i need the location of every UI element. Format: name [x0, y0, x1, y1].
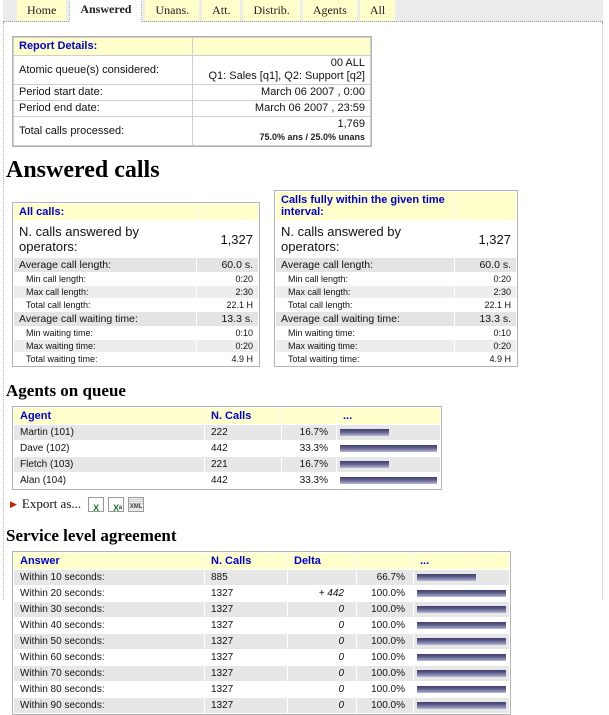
stat-row [14, 273, 258, 285]
sla-bar-cell [414, 634, 509, 649]
sla-bar-cell [414, 698, 509, 713]
stat-row [14, 221, 258, 257]
sla-calls: 1327 [205, 602, 287, 617]
sla-delta: + 442 [288, 586, 356, 601]
agents-col-calls: N. Calls [205, 408, 281, 424]
report-row-label: Period end date: [14, 101, 192, 116]
report-panel [3, 0, 603, 711]
sla-pct: 100.0% [357, 666, 413, 681]
tab-distrib[interactable]: Distrib. [243, 0, 299, 21]
stat-row-label: N. calls answered by operators: [14, 221, 196, 257]
sla-row [14, 682, 509, 697]
sla-bar [417, 654, 506, 661]
stat-row-value: 4.9 H [455, 353, 516, 365]
stat-row-label: N. calls answered by operators: [276, 221, 454, 257]
agent-name: Dave (102) [14, 441, 204, 456]
sla-col-calls: N. Calls [205, 553, 287, 569]
sla-row [14, 570, 509, 585]
sla-bar-cell [414, 570, 509, 585]
tab-att[interactable]: Att. [202, 0, 240, 21]
agents-header-row [14, 408, 440, 424]
agent-bar-cell [337, 425, 440, 440]
sla-bar [417, 574, 476, 581]
agent-name: Martin (101) [14, 425, 204, 440]
interval-calls-title: Calls fully within the given time interval: [276, 192, 454, 220]
sla-pct: 100.0% [357, 618, 413, 633]
report-row-value-main: March 06 2007 , 23:59 [254, 102, 365, 114]
sla-row [14, 634, 509, 649]
report-row [14, 117, 370, 145]
report-row [14, 101, 370, 116]
agent-row [14, 457, 440, 472]
sla-bar [417, 638, 506, 645]
sla-calls: 1327 [205, 698, 287, 713]
stat-row-value: 0:10 [197, 327, 258, 339]
stat-row [276, 299, 516, 311]
export-bullet-icon: ▶ [10, 498, 17, 509]
agent-bar-cell [337, 441, 440, 456]
sla-delta: 0 [288, 698, 356, 713]
report-row-value [193, 117, 371, 145]
sla-col-delta: Delta [288, 553, 356, 569]
sla-bar [417, 590, 506, 597]
export-row [10, 496, 602, 512]
stat-row-value: 13.3 s. [455, 312, 516, 326]
sla-row [14, 650, 509, 665]
sla-bar-cell [414, 650, 509, 665]
sla-row [14, 586, 509, 601]
sla-answer: Within 30 seconds: [14, 602, 204, 617]
all-calls-box [12, 202, 260, 367]
csv-icon-sub: a [118, 504, 123, 511]
report-row [14, 85, 370, 100]
sla-bar-cell [414, 666, 509, 681]
all-calls-title-spacer [197, 204, 258, 220]
export-icons [88, 497, 144, 512]
sla-answer: Within 90 seconds: [14, 698, 204, 713]
stat-row-value: 13.3 s. [197, 312, 258, 326]
xml-icon-glyph: XML [129, 503, 143, 510]
agent-bar [340, 477, 437, 484]
sla-pct: 100.0% [357, 586, 413, 601]
sla-bar [417, 702, 506, 709]
stat-row [276, 258, 516, 272]
sla-calls: 1327 [205, 682, 287, 697]
stat-row [276, 221, 516, 257]
stat-row-label: Max call length: [276, 286, 454, 298]
sla-pct: 100.0% [357, 602, 413, 617]
sla-answer: Within 40 seconds: [14, 618, 204, 633]
tab-bar [3, 0, 603, 22]
agent-bar-cell [337, 457, 440, 472]
tab-all[interactable]: All [360, 0, 395, 21]
sla-heading: Service level agreement [6, 526, 177, 545]
sla-answer: Within 80 seconds: [14, 682, 204, 697]
stat-row-value: 60.0 s. [455, 258, 516, 272]
stat-row-value: 22.1 H [197, 299, 258, 311]
stat-row [14, 327, 258, 339]
stat-row-value: 22.1 H [455, 299, 516, 311]
stat-row-label: Max call length: [14, 286, 196, 298]
export-label: Export as... [21, 496, 82, 511]
agents-col-bar: ... [337, 408, 440, 424]
stat-row [14, 299, 258, 311]
stat-row-label: Total waiting time: [276, 353, 454, 365]
tab-unans[interactable]: Unans. [145, 0, 199, 21]
sla-pct: 100.0% [357, 650, 413, 665]
sla-delta: 0 [288, 650, 356, 665]
stat-row-value: 0:20 [455, 340, 516, 352]
sla-table [12, 551, 511, 715]
stat-row-value: 2:30 [197, 286, 258, 298]
sla-calls: 1327 [205, 666, 287, 681]
report-row-value-main: March 06 2007 , 0:00 [261, 86, 365, 98]
sla-bar-cell [414, 586, 509, 601]
sla-answer: Within 60 seconds: [14, 650, 204, 665]
agent-row [14, 441, 440, 456]
sla-col-answer: Answer [14, 553, 204, 569]
sla-pct: 100.0% [357, 682, 413, 697]
stat-row-value: 0:20 [455, 273, 516, 285]
sla-answer: Within 50 seconds: [14, 634, 204, 649]
stat-row [276, 353, 516, 365]
answered-calls-heading: Answered calls [6, 157, 160, 183]
report-row-label: Total calls processed: [14, 117, 192, 145]
sla-bar [417, 670, 506, 677]
stat-row-value: 2:30 [455, 286, 516, 298]
stat-row [14, 286, 258, 298]
sla-col-empty [357, 553, 413, 569]
stat-row-label: Average call length: [276, 258, 454, 272]
stat-row-label: Max waiting time: [276, 340, 454, 352]
sla-row [14, 698, 509, 713]
sla-bar-cell [414, 682, 509, 697]
stat-row-label: Min call length: [276, 273, 454, 285]
sla-calls: 1327 [205, 586, 287, 601]
agent-calls: 222 [205, 425, 281, 440]
stat-row-label: Average call waiting time: [14, 312, 196, 326]
sla-pct: 66.7% [357, 570, 413, 585]
stat-row [14, 312, 258, 326]
report-row [14, 56, 370, 84]
stat-row-value: 4.9 H [197, 353, 258, 365]
stat-row [276, 312, 516, 326]
agent-pct: 16.7% [282, 425, 336, 440]
stat-row-value: 0:10 [455, 327, 516, 339]
stat-row [14, 340, 258, 352]
sla-calls: 1327 [205, 618, 287, 633]
agents-heading: Agents on queue [6, 381, 126, 400]
stat-row-value: 0:20 [197, 273, 258, 285]
report-row-value [193, 56, 371, 84]
interval-calls-box [274, 190, 518, 367]
excel-icon[interactable] [88, 497, 104, 512]
agent-pct: 16.7% [282, 457, 336, 472]
sla-delta: 0 [288, 618, 356, 633]
report-row-value-main: 1,769 [337, 118, 365, 130]
agents-table [12, 406, 442, 490]
agent-pct: 33.3% [282, 441, 336, 456]
agent-pct: 33.3% [282, 473, 336, 488]
agents-col-agent: Agent [14, 408, 204, 424]
csv-icon[interactable] [108, 497, 124, 512]
stat-row-label: Min waiting time: [276, 327, 454, 339]
sla-header-row [14, 553, 509, 569]
stat-row-value: 1,327 [455, 221, 516, 257]
report-details-header [14, 38, 370, 55]
agents-col-empty [282, 408, 336, 424]
sla-delta: 0 [288, 602, 356, 617]
agent-row [14, 473, 440, 488]
tab-agents[interactable]: Agents [303, 0, 357, 21]
stat-row-value: 60.0 s. [197, 258, 258, 272]
sla-bar-cell [414, 602, 509, 617]
sla-delta: 0 [288, 682, 356, 697]
sla-row [14, 666, 509, 681]
report-row-label: Period start date: [14, 85, 192, 100]
sla-pct: 100.0% [357, 698, 413, 713]
stat-row-label: Total call length: [276, 299, 454, 311]
sla-answer: Within 20 seconds: [14, 586, 204, 601]
agent-calls: 442 [205, 441, 281, 456]
tab-answered[interactable]: Answered [69, 0, 142, 22]
sla-calls: 1327 [205, 634, 287, 649]
sla-bar-cell [414, 618, 509, 633]
csv-icon-glyph: X [113, 502, 120, 513]
report-row-label: Atomic queue(s) considered: [14, 56, 192, 84]
sla-calls: 885 [205, 570, 287, 585]
all-calls-title: All calls: [14, 204, 196, 220]
sla-row [14, 618, 509, 633]
stat-row-label: Min waiting time: [14, 327, 196, 339]
stat-row [276, 327, 516, 339]
stat-row-label: Average call waiting time: [276, 312, 454, 326]
agent-name: Alan (104) [14, 473, 204, 488]
excel-icon-glyph: X [93, 502, 100, 513]
interval-calls-title-spacer [455, 192, 516, 220]
xml-icon[interactable] [128, 497, 144, 512]
sla-calls: 1327 [205, 650, 287, 665]
sla-answer: Within 10 seconds: [14, 570, 204, 585]
stat-row-value: 0:20 [197, 340, 258, 352]
stat-row [276, 273, 516, 285]
sla-delta [288, 570, 356, 585]
agent-bar-cell [337, 473, 440, 488]
report-details-header-spacer [193, 38, 371, 55]
sla-bar [417, 622, 506, 629]
agent-name: Fletch (103) [14, 457, 204, 472]
report-row-value-main: 00 ALL [330, 57, 365, 69]
stat-row-label: Min call length: [14, 273, 196, 285]
stat-row-label: Average call length: [14, 258, 196, 272]
sla-bar [417, 606, 506, 613]
agent-bar [340, 461, 389, 468]
stat-row-label: Total waiting time: [14, 353, 196, 365]
agent-calls: 221 [205, 457, 281, 472]
sla-bar [417, 686, 506, 693]
tab-home[interactable]: Home [17, 0, 66, 21]
sla-col-bar: ... [414, 553, 509, 569]
answered-stats-row [12, 190, 602, 367]
report-row-value [193, 85, 371, 100]
agent-calls: 442 [205, 473, 281, 488]
sla-answer: Within 70 seconds: [14, 666, 204, 681]
stat-row [14, 353, 258, 365]
stat-row-label: Max waiting time: [14, 340, 196, 352]
report-row-value-secondary: Q1: Sales [q1], Q2: Support [q2] [208, 70, 365, 82]
agent-row [14, 425, 440, 440]
stat-row [276, 340, 516, 352]
sla-delta: 0 [288, 666, 356, 681]
report-row-value-secondary: 75.0% ans / 25.0% unans [259, 132, 365, 142]
sla-delta: 0 [288, 634, 356, 649]
agent-bar [340, 445, 437, 452]
stat-row-label: Total call length: [14, 299, 196, 311]
sla-row [14, 602, 509, 617]
agent-bar [340, 429, 389, 436]
report-details-title: Report Details: [14, 38, 192, 55]
stat-row [276, 286, 516, 298]
stat-row-value: 1,327 [197, 221, 258, 257]
content-area [3, 22, 603, 711]
sla-pct: 100.0% [357, 634, 413, 649]
stat-row [14, 258, 258, 272]
report-row-value [193, 101, 371, 116]
report-details-box [12, 36, 372, 147]
